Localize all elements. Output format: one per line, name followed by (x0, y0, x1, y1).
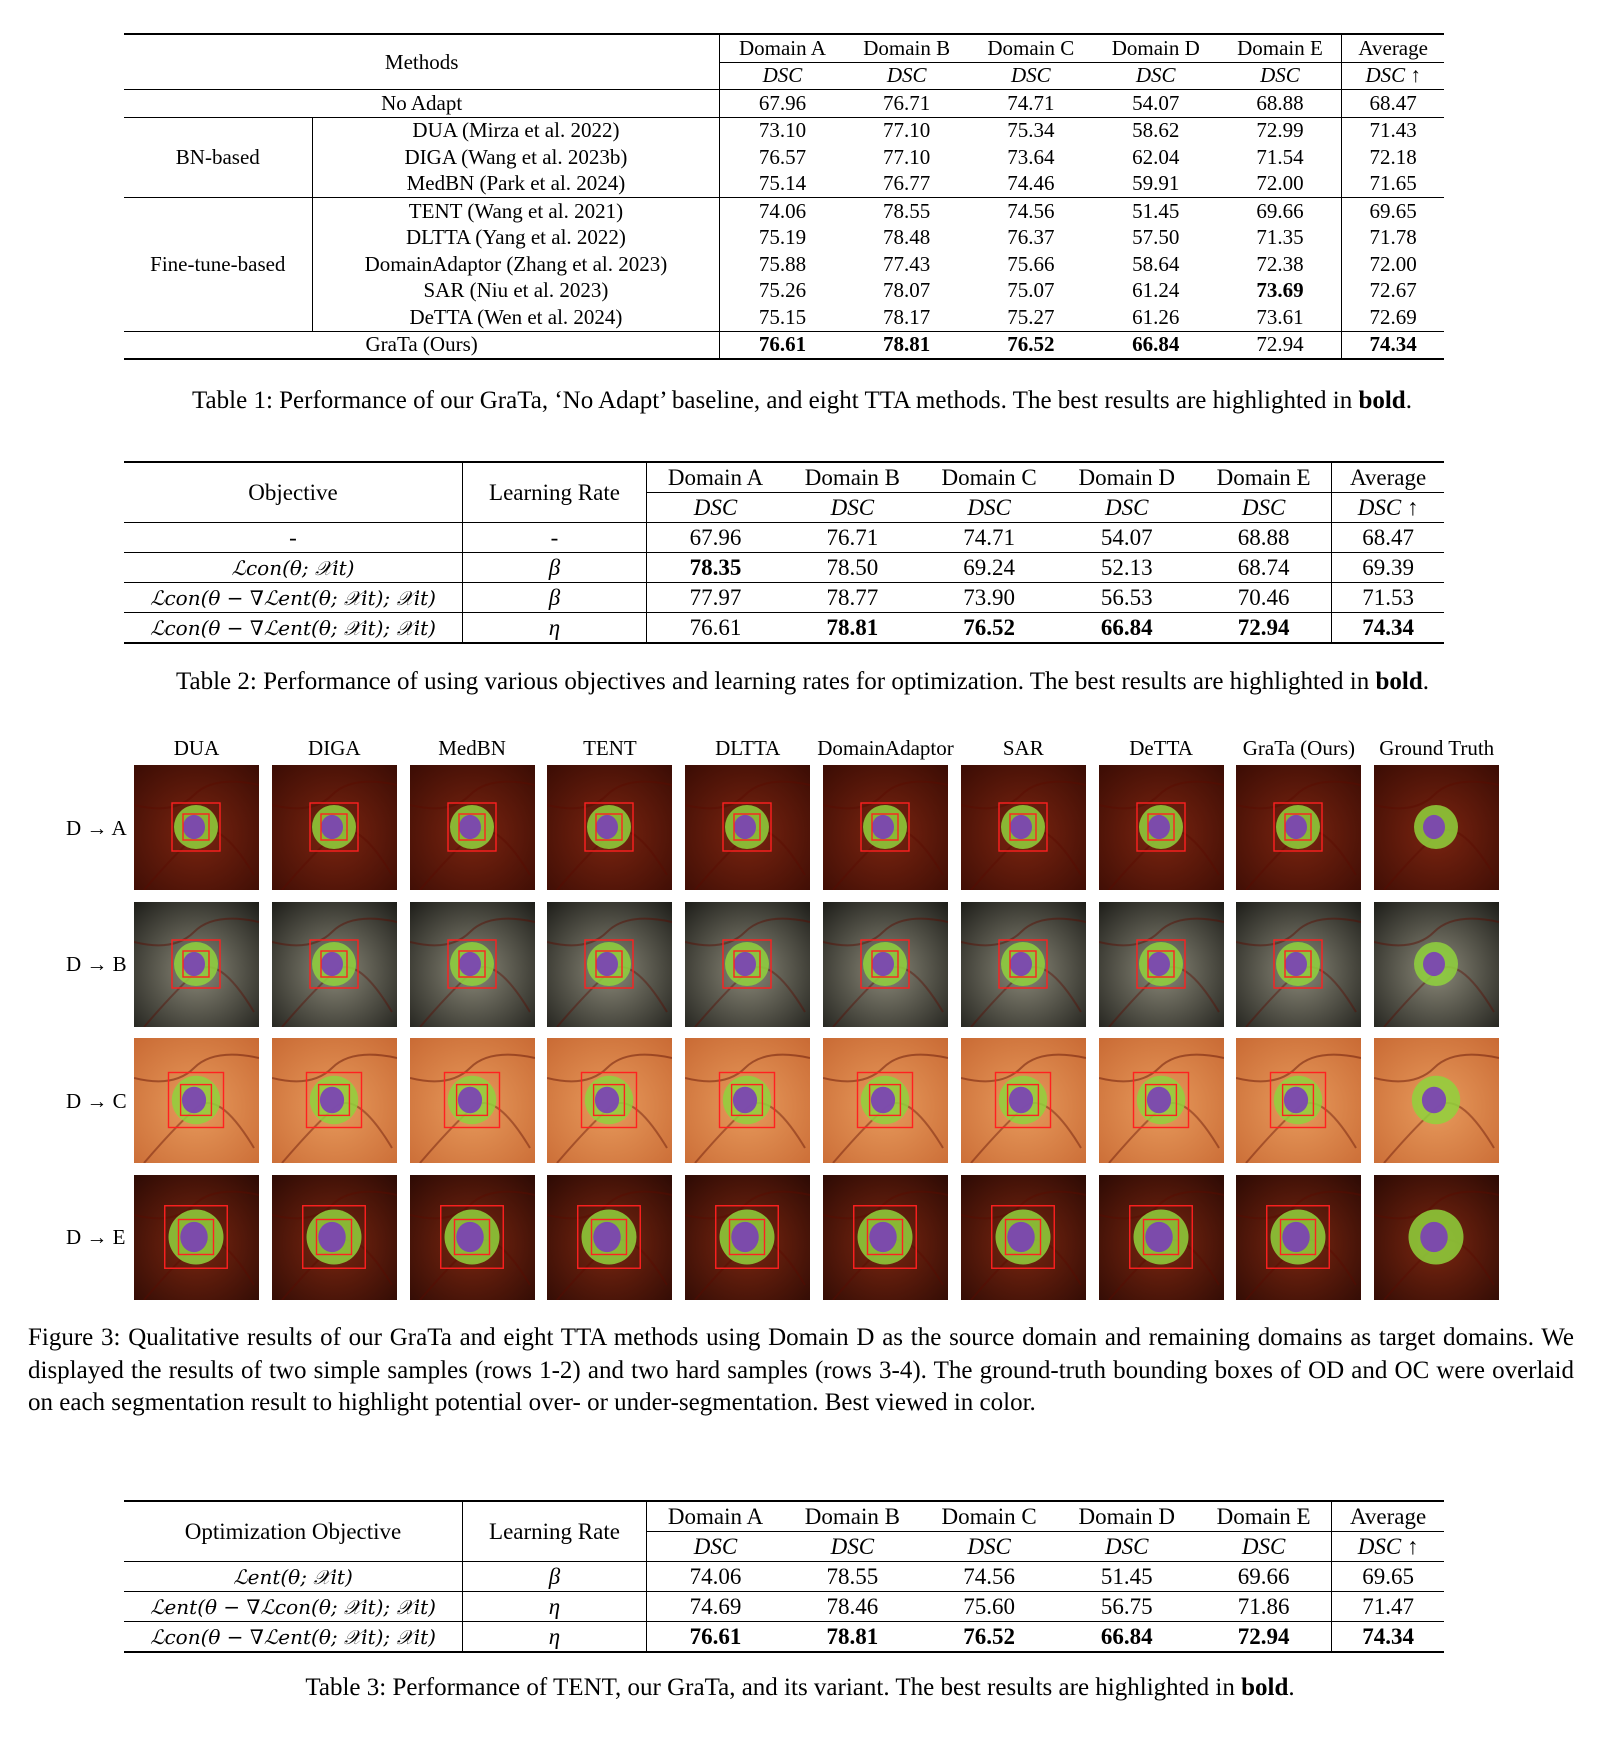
segmentation-thumbnail (547, 1175, 672, 1300)
cell: 78.55 (845, 198, 969, 225)
caption-text: Table 3: Performance of TENT, our GraTa, and its variant. The best results are highlighted in (305, 1674, 1242, 1701)
table2-metric: DSC (1058, 493, 1196, 523)
caption-text: . (1405, 387, 1412, 414)
segmentation-thumbnail (272, 765, 397, 890)
segmentation-thumbnail (547, 765, 672, 890)
learning-rate: β (463, 583, 647, 613)
table-row (124, 1622, 1444, 1653)
table1-header-domain: Domain C (969, 34, 1093, 62)
method-name: No Adapt (124, 90, 720, 118)
segmentation-thumbnail (134, 902, 259, 1027)
table1-metric: DSC (720, 62, 845, 90)
cell: 78.55 (784, 1562, 921, 1592)
cell: 76.77 (883, 171, 931, 196)
cell: 78.81 (784, 1622, 921, 1653)
segmentation-thumbnail (1099, 1038, 1224, 1163)
cell: 75.14 (720, 171, 845, 198)
cell: 72.38 (1256, 251, 1304, 276)
caption-text: Table 2: Performance of using various objectives and learning rates for optimization. The best results are highlighted in (175, 668, 1376, 695)
objective: ℒcon(θ − ∇ℒent(θ; 𝒳it); 𝒳it) (124, 1622, 463, 1653)
cell: 56.53 (1058, 583, 1196, 613)
table2-header-average: Average (1332, 462, 1444, 493)
figure-column-header: DUA (173, 736, 220, 760)
segmentation-thumbnail (1236, 902, 1361, 1027)
cell: 58.62 (1093, 117, 1219, 144)
cell: 69.24 (921, 553, 1058, 583)
cell: 72.18 (1342, 144, 1444, 171)
cell: 59.91 (1132, 171, 1180, 196)
cell: 72.94 (1219, 331, 1342, 359)
table-row (124, 1592, 1444, 1622)
cell: 67.96 (647, 523, 784, 553)
table1-header-domain: Domain A (720, 34, 845, 62)
table-3 (124, 1500, 1444, 1653)
cell: 78.35 (647, 553, 784, 583)
table1-header-domain: Domain D (1093, 34, 1219, 62)
cell: 51.45 (1058, 1562, 1196, 1592)
method-name: DUA (Mirza et al. 2022) (312, 117, 720, 144)
figure3-caption: Figure 3: Qualitative results of our GraTa and eight TTA methods using Domain D as the source domain and remaining domains as target domains. We displayed the results of two simple samples (rows 1-2) and two hard samples (rows 3-4). The ground-truth bounding boxes of OD and OC were overlaid on each segmentation result to highlight potential over- or under-segmentation. Best viewed in color. (28, 1324, 1574, 1416)
cell: 77.97 (647, 583, 784, 613)
cell: 54.07 (1058, 523, 1196, 553)
segmentation-thumbnail (134, 765, 259, 890)
cell: 73.69 (1256, 278, 1304, 303)
cell: 74.34 (1342, 331, 1444, 359)
cell: 77.10 (883, 144, 931, 169)
cell: 76.52 (921, 1622, 1058, 1653)
table1-caption (52, 385, 1552, 418)
table-row (124, 225, 1444, 252)
cell: 71.47 (1332, 1592, 1444, 1622)
table3-header-domain: Domain E (1196, 1501, 1332, 1532)
cell: 72.94 (1196, 1622, 1332, 1653)
learning-rate: - (463, 523, 647, 553)
segmentation-thumbnail (961, 1038, 1086, 1163)
table-row (124, 251, 1444, 278)
segmentation-thumbnail (410, 902, 535, 1027)
cell: 76.52 (921, 613, 1058, 644)
table3-header-domain: Domain A (647, 1501, 784, 1532)
cell: 74.06 (720, 198, 845, 225)
table2-header-objective: Objective (124, 462, 463, 523)
cell: 67.96 (720, 90, 845, 118)
figure-row-label: D → E (66, 1225, 126, 1249)
group-label: BN-based (124, 117, 312, 198)
segmentation-thumbnail (1374, 1175, 1499, 1300)
table3-header-average: Average (1332, 1501, 1444, 1532)
cell: 76.71 (845, 90, 969, 118)
table1-metric: DSC (1093, 62, 1219, 90)
cell: 74.56 (969, 198, 1093, 225)
segmentation-thumbnail (1236, 765, 1361, 890)
caption-text: . (1422, 668, 1430, 695)
cell: 68.88 (1219, 90, 1342, 118)
cell: 78.48 (883, 225, 931, 250)
cell: 71.54 (1256, 144, 1304, 169)
cell: 76.52 (969, 331, 1093, 359)
objective: ℒcon(θ; 𝒳it) (124, 553, 463, 583)
cell: 71.78 (1342, 225, 1444, 252)
learning-rate: η (463, 613, 647, 644)
table-row (124, 90, 1444, 118)
figure-column-header: DLTTA (715, 736, 781, 760)
segmentation-thumbnail (272, 902, 397, 1027)
learning-rate: β (463, 1562, 647, 1592)
cell: 78.17 (883, 304, 931, 329)
cell: 78.81 (784, 613, 921, 644)
cell: 78.50 (784, 553, 921, 583)
table3-metric: DSC (1058, 1532, 1196, 1562)
table2-header-domain: Domain B (784, 462, 921, 493)
learning-rate: β (463, 553, 647, 583)
figure-row-label: D → B (66, 952, 127, 976)
cell: 71.53 (1332, 583, 1444, 613)
cell: 74.69 (647, 1592, 784, 1622)
cell: 73.10 (720, 117, 845, 144)
cell: 75.88 (720, 251, 845, 278)
cell: 72.99 (1219, 117, 1342, 144)
segmentation-thumbnail (410, 1175, 535, 1300)
table-row (124, 117, 1444, 144)
table2-header-domain: Domain C (921, 462, 1058, 493)
cell: 72.67 (1342, 278, 1444, 305)
cell: 73.90 (921, 583, 1058, 613)
table-2 (124, 461, 1444, 644)
table1-header-average: Average (1342, 34, 1444, 62)
table2-header-domain: Domain A (647, 462, 784, 493)
method-name: DomainAdaptor (Zhang et al. 2023) (364, 251, 668, 276)
cell: 74.06 (647, 1562, 784, 1592)
table3-metric: DSC (784, 1532, 921, 1562)
cell: 72.94 (1196, 613, 1332, 644)
cell: 73.64 (1007, 144, 1055, 169)
segmentation-thumbnail (134, 1175, 259, 1300)
table3-header-objective: Optimization Objective (124, 1501, 463, 1562)
cell: 77.43 (883, 251, 931, 276)
segmentation-thumbnail (685, 902, 810, 1027)
method-name: MedBN (Park et al. 2024) (406, 171, 626, 196)
table2-metric: DSC ↑ (1332, 493, 1444, 523)
cell: 76.61 (647, 613, 784, 644)
table3-metric: DSC (921, 1532, 1058, 1562)
learning-rate: η (463, 1622, 647, 1653)
figure-column-header: GraTa (Ours) (1242, 736, 1355, 760)
learning-rate: η (463, 1592, 647, 1622)
table-row (124, 198, 1444, 225)
cell: 52.13 (1058, 553, 1196, 583)
table1-metric: DSC (1219, 62, 1342, 90)
caption-text: . (1288, 1674, 1295, 1701)
table2-header-lr: Learning Rate (463, 462, 647, 523)
table2-header-domain: Domain E (1196, 462, 1332, 493)
table-row (124, 1562, 1444, 1592)
cell: 76.71 (784, 523, 921, 553)
table-row (124, 171, 1444, 198)
table1-metric: DSC ↑ (1342, 62, 1444, 90)
objective: ℒent(θ; 𝒳it) (124, 1562, 463, 1592)
cell: 75.66 (1007, 251, 1055, 276)
table3-header-domain: Domain B (784, 1501, 921, 1532)
segmentation-thumbnail (685, 1038, 810, 1163)
segmentation-thumbnail (1099, 1175, 1224, 1300)
method-name: DIGA (Wang et al. 2023b) (404, 144, 628, 169)
table-row (124, 304, 1444, 331)
objective: ℒcon(θ − ∇ℒent(θ; 𝒳it); 𝒳it) (124, 613, 463, 644)
segmentation-thumbnail (547, 1038, 672, 1163)
table-row (124, 144, 1444, 171)
table-row (124, 583, 1444, 613)
cell: 75.15 (720, 304, 845, 331)
segmentation-thumbnail (823, 1175, 948, 1300)
cell: 78.46 (784, 1592, 921, 1622)
table2-metric: DSC (1196, 493, 1332, 523)
cell: 75.60 (921, 1592, 1058, 1622)
figure-column-header: DeTTA (1129, 736, 1193, 760)
cell: 58.64 (1132, 251, 1180, 276)
cell: 69.65 (1342, 198, 1444, 225)
method-name: DeTTA (Wen et al. 2024) (409, 304, 623, 329)
cell: 56.75 (1058, 1592, 1196, 1622)
cell: 75.26 (720, 278, 845, 305)
cell: 71.86 (1196, 1592, 1332, 1622)
segmentation-thumbnail (1099, 765, 1224, 890)
cell: 68.74 (1196, 553, 1332, 583)
caption-text: Table 1: Performance of our GraTa, ‘No Adapt’ baseline, and eight TTA methods. The best results are highlighted in (192, 387, 1359, 414)
group-label: Fine-tune-based (124, 198, 312, 332)
table3-metric: DSC (647, 1532, 784, 1562)
cell: 75.07 (1007, 278, 1055, 303)
table3-metric: DSC ↑ (1332, 1532, 1444, 1562)
segmentation-thumbnail (685, 1175, 810, 1300)
cell: 71.65 (1342, 171, 1444, 198)
segmentation-thumbnail (547, 902, 672, 1027)
cell: 69.66 (1219, 198, 1342, 225)
segmentation-thumbnail (823, 902, 948, 1027)
segmentation-thumbnail (1374, 765, 1499, 890)
cell: 73.61 (1256, 304, 1304, 329)
cell: 70.46 (1196, 583, 1332, 613)
cell: 66.84 (1058, 613, 1196, 644)
segmentation-thumbnail (1374, 1038, 1499, 1163)
cell: 62.04 (1132, 144, 1180, 169)
objective: - (124, 523, 463, 553)
table-row (124, 613, 1444, 644)
method-name: TENT (Wang et al. 2021) (312, 198, 720, 225)
cell: 76.37 (1007, 225, 1055, 250)
cell: 68.47 (1342, 90, 1444, 118)
cell: 69.66 (1196, 1562, 1332, 1592)
cell: 76.61 (647, 1622, 784, 1653)
cell: 78.81 (845, 331, 969, 359)
caption-bold: bold (1358, 387, 1406, 414)
cell: 74.56 (921, 1562, 1058, 1592)
cell: 74.34 (1332, 613, 1444, 644)
method-name: DLTTA (Yang et al. 2022) (405, 225, 626, 250)
cell: 51.45 (1093, 198, 1219, 225)
segmentation-thumbnail (1236, 1038, 1361, 1163)
cell: 69.39 (1332, 553, 1444, 583)
objective: ℒent(θ − ∇ℒcon(θ; 𝒳it); 𝒳it) (124, 1592, 463, 1622)
method-name: SAR (Niu et al. 2023) (423, 278, 609, 303)
cell: 68.88 (1196, 523, 1332, 553)
cell: 74.34 (1332, 1622, 1444, 1653)
cell: 74.46 (1007, 171, 1055, 196)
cell: 71.43 (1342, 117, 1444, 144)
segmentation-thumbnail (961, 765, 1086, 890)
table1-metric: DSC (969, 62, 1093, 90)
figure-column-header: DIGA (308, 736, 361, 760)
cell: 76.61 (720, 331, 845, 359)
segmentation-thumbnail (823, 765, 948, 890)
table2-header-domain: Domain D (1058, 462, 1196, 493)
table1-header-domain: Domain B (845, 34, 969, 62)
cell: 61.24 (1132, 278, 1180, 303)
segmentation-thumbnail (1236, 1175, 1361, 1300)
table-1 (124, 33, 1444, 360)
segmentation-thumbnail (961, 902, 1086, 1027)
segmentation-thumbnail (272, 1175, 397, 1300)
table1-header-domain: Domain E (1219, 34, 1342, 62)
table-row (124, 278, 1444, 305)
cell: 66.84 (1093, 331, 1219, 359)
table2-metric: DSC (784, 493, 921, 523)
segmentation-thumbnail (410, 765, 535, 890)
cell: 72.00 (1256, 171, 1304, 196)
table2-metric: DSC (647, 493, 784, 523)
table1-metric: DSC (845, 62, 969, 90)
cell: 75.19 (720, 225, 845, 252)
figure-column-header: SAR (1002, 736, 1044, 760)
table2-caption (30, 666, 1575, 699)
cell: 68.47 (1332, 523, 1444, 553)
cell: 78.77 (784, 583, 921, 613)
cell: 76.57 (720, 144, 845, 171)
table2-metric: DSC (921, 493, 1058, 523)
figure-row-label: D → A (66, 815, 127, 840)
table3-header-domain: Domain D (1058, 1501, 1196, 1532)
segmentation-thumbnail (685, 765, 810, 890)
segmentation-thumbnail (134, 1038, 259, 1163)
cell: 77.10 (845, 117, 969, 144)
cell: 74.71 (921, 523, 1058, 553)
segmentation-thumbnail (961, 1175, 1086, 1300)
segmentation-thumbnail (272, 1038, 397, 1163)
cell: 66.84 (1058, 1622, 1196, 1653)
figure-row-label: D → C (66, 1088, 127, 1113)
caption-bold: bold (1241, 1674, 1289, 1701)
segmentation-thumbnail (823, 1038, 948, 1163)
cell: 72.00 (1342, 251, 1444, 278)
table1-header-methods: Methods (124, 34, 720, 90)
cell: 71.35 (1256, 225, 1304, 250)
cell: 72.69 (1342, 304, 1444, 331)
table3-caption (40, 1672, 1560, 1705)
cell: 54.07 (1093, 90, 1219, 118)
segmentation-thumbnail (1374, 902, 1499, 1027)
figure-column-header: TENT (583, 736, 637, 760)
cell: 78.07 (883, 278, 931, 303)
method-name: GraTa (Ours) (124, 331, 720, 359)
caption-bold: bold (1375, 668, 1423, 695)
figure-column-header: Ground Truth (1379, 736, 1495, 760)
segmentation-thumbnail (1099, 902, 1224, 1027)
table-row (124, 523, 1444, 553)
figure-column-header: MedBN (438, 736, 506, 760)
objective: ℒcon(θ − ∇ℒent(θ; 𝒳it); 𝒳it) (124, 583, 463, 613)
cell: 57.50 (1132, 225, 1180, 250)
figure-column-header: DomainAdaptor (817, 736, 954, 760)
table3-header-lr: Learning Rate (463, 1501, 647, 1562)
cell: 75.27 (1007, 304, 1055, 329)
segmentation-thumbnail (410, 1038, 535, 1163)
cell: 69.65 (1332, 1562, 1444, 1592)
table-row (124, 331, 1444, 359)
table3-header-domain: Domain C (921, 1501, 1058, 1532)
table3-metric: DSC (1196, 1532, 1332, 1562)
cell: 61.26 (1132, 304, 1180, 329)
cell: 75.34 (969, 117, 1093, 144)
table-row (124, 553, 1444, 583)
cell: 74.71 (969, 90, 1093, 118)
